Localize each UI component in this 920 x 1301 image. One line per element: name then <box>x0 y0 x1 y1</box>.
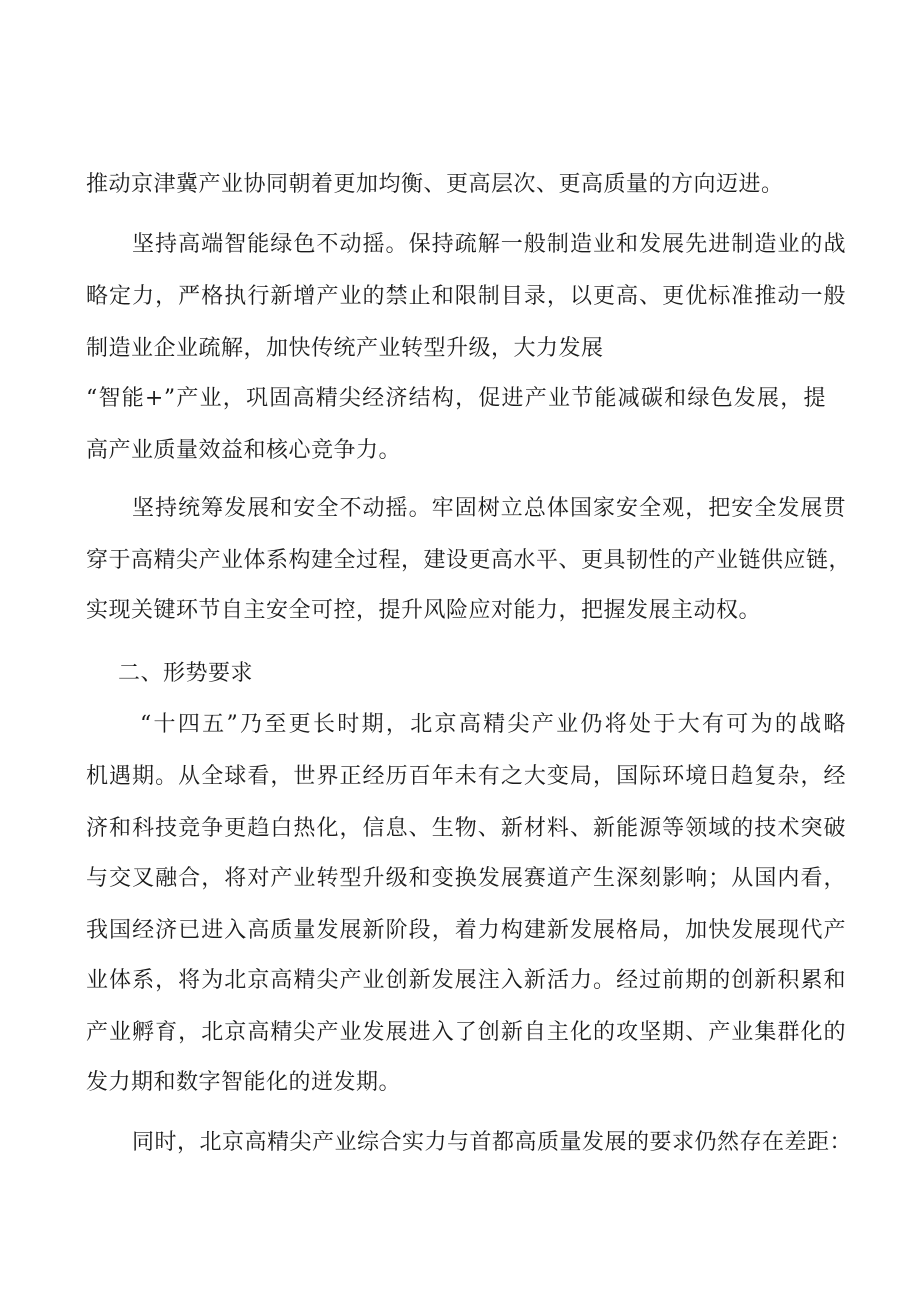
text-line-6: 高产业质量效益和核心竞争力。 <box>86 438 402 463</box>
text-line-9: 实现关键环节自主安全可控，提升风险应对能力，把握发展主动权。 <box>86 598 762 623</box>
text-line-19: 同时，北京高精尖产业综合实力与首都高质量发展的要求仍然存在差距： <box>132 1130 853 1155</box>
text-line-17: 产业孵育，北京高精尖产业发展进入了创新自主化的攻坚期、产业集群化的 <box>86 1020 846 1045</box>
text-line-15: 我国经济已进入高质量发展新阶段，着力构建新发展格局，加快发展现代产 <box>86 918 846 943</box>
section-heading: 二、形势要求 <box>118 661 254 686</box>
text-line-18: 发力期和数字智能化的迸发期。 <box>86 1070 402 1095</box>
text-line-11: “十四五”乃至更长时期，北京高精尖产业仍将处于大有可为的战略 <box>140 712 846 737</box>
text-line-3: 略定力，严格执行新增产业的禁止和限制目录，以更高、更优标准推动一般 <box>86 284 846 309</box>
text-line-12: 机遇期。从全球看，世界正经历百年未有之大变局，国际环境日趋复杂，经 <box>86 764 846 789</box>
text-line-1: 推动京津冀产业协同朝着更加均衡、更高层次、更高质量的方向迈进。 <box>86 172 784 197</box>
text-line-14: 与交叉融合，将对产业转型升级和变换发展赛道产生深刻影响；从国内看， <box>86 866 846 891</box>
text-line-2: 坚持高端智能绿色不动摇。保持疏解一般制造业和发展先进制造业的战 <box>132 232 846 257</box>
text-line-13: 济和科技竞争更趋白热化，信息、生物、新材料、新能源等领域的技术突破 <box>86 816 846 841</box>
text-line-5: “智能+”产业，巩固高精尖经济结构，促进产业节能减碳和绿色发展，提 <box>86 386 826 411</box>
text-line-4: 制造业企业疏解，加快传统产业转型升级，大力发展 <box>86 336 604 361</box>
text-line-8: 穿于高精尖产业体系构建全过程，建设更高水平、更具韧性的产业链供应链， <box>86 548 852 573</box>
text-line-7: 坚持统筹发展和安全不动摇。牢固树立总体国家安全观，把安全发展贯 <box>132 496 846 521</box>
text-line-16: 业体系，将为北京高精尖产业创新发展注入新活力。经过前期的创新积累和 <box>86 968 846 993</box>
